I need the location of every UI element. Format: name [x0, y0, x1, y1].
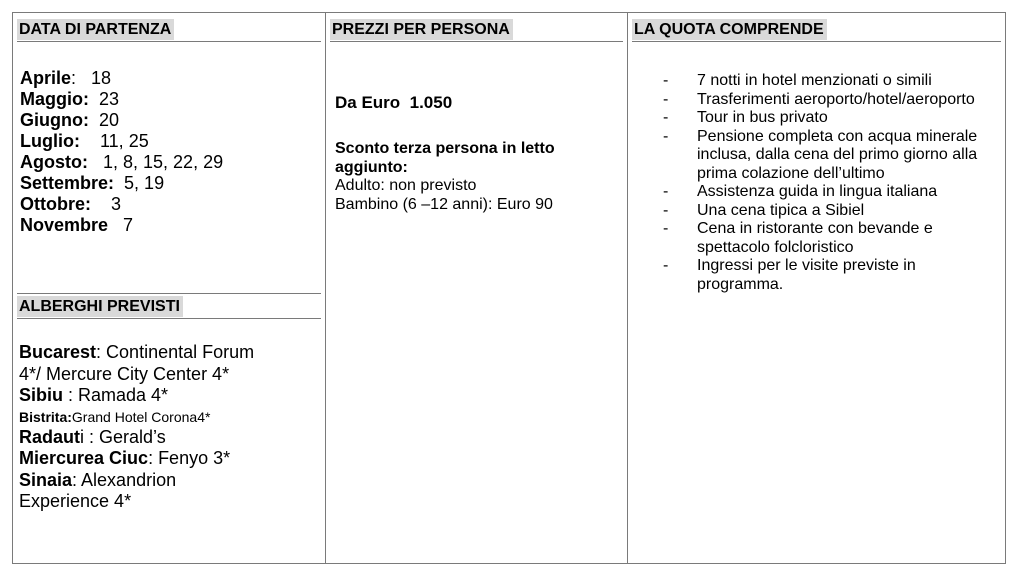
prices-column: [326, 13, 628, 563]
discount-block: [335, 140, 625, 214]
departure-row: Luglio: 11, 25: [20, 131, 149, 151]
adult-discount: Adulto: non previsto: [335, 177, 477, 194]
included-header-row: [632, 19, 1001, 42]
departure-row: Agosto: 1, 8, 15, 22, 29: [20, 152, 224, 172]
included-item: - Assistenza guida in lingua italiana: [663, 183, 938, 200]
included-header: LA QUOTA COMPRENDE: [632, 19, 827, 40]
price-from: Da Euro 1.050: [335, 93, 453, 112]
included-item: - Una cena tipica a Sibiel: [663, 201, 865, 219]
included-column: [628, 13, 1005, 563]
hotel-row: Sinaia: Alexandrion: [19, 469, 177, 490]
hotel-row: Sibiu : Ramada 4*: [19, 385, 169, 405]
discount-title-line1: Sconto terza persona in letto: [335, 140, 555, 157]
included-list: [663, 72, 988, 294]
prices-header-row: [330, 19, 623, 42]
hotel-row: Radauti : Gerald’s: [19, 426, 166, 447]
included-item: - 7 notti in hotel menzionati o simili: [663, 72, 932, 89]
included-item: - Pensione completa con acqua minerale inclusa, dalla cena del primo giorno alla prima colazione dell’ultimo: [663, 127, 978, 182]
departure-dates-list: [20, 68, 320, 236]
hotel-row: Experience 4*: [19, 491, 132, 511]
departures-header: DATA DI PARTENZA: [17, 19, 174, 40]
included-item: - Cena in ristorante con bevande e spettacolo folcloristico: [663, 220, 933, 256]
departures-column: [13, 13, 326, 563]
hotel-row: 4*/ Mercure City Center 4*: [19, 363, 230, 384]
travel-info-table: [12, 12, 1006, 564]
departure-row: Settembre: 5, 19: [20, 173, 165, 193]
hotel-row: Bistrita:Grand Hotel Corona4*: [19, 408, 211, 425]
included-item: - Tour in bus privato: [663, 109, 828, 126]
hotel-row: Miercurea Ciuc: Fenyo 3*: [19, 448, 231, 468]
discount-title-line2: aggiunto:: [335, 158, 408, 176]
included-item: - Ingressi per le visite previste in programma.: [663, 257, 916, 293]
departure-row: Aprile: 18: [20, 68, 112, 88]
included-item: - Trasferimenti aeroporto/hotel/aeroporto: [663, 90, 975, 108]
hotels-header-row: [17, 293, 321, 319]
departure-row: Maggio: 23: [20, 89, 120, 109]
prices-header: PREZZI PER PERSONA: [330, 19, 513, 40]
hotel-row: Bucarest: Continental Forum: [19, 342, 255, 362]
departure-row: Ottobre: 3: [20, 194, 122, 214]
hotels-list: [19, 342, 319, 513]
hotels-header: ALBERGHI PREVISTI: [17, 296, 183, 317]
departures-header-row: [17, 19, 321, 42]
child-discount: Bambino (6 –12 anni): Euro 90: [335, 195, 553, 213]
departure-row: Giugno: 20: [20, 110, 120, 130]
departure-row: Novembre 7: [20, 215, 134, 235]
